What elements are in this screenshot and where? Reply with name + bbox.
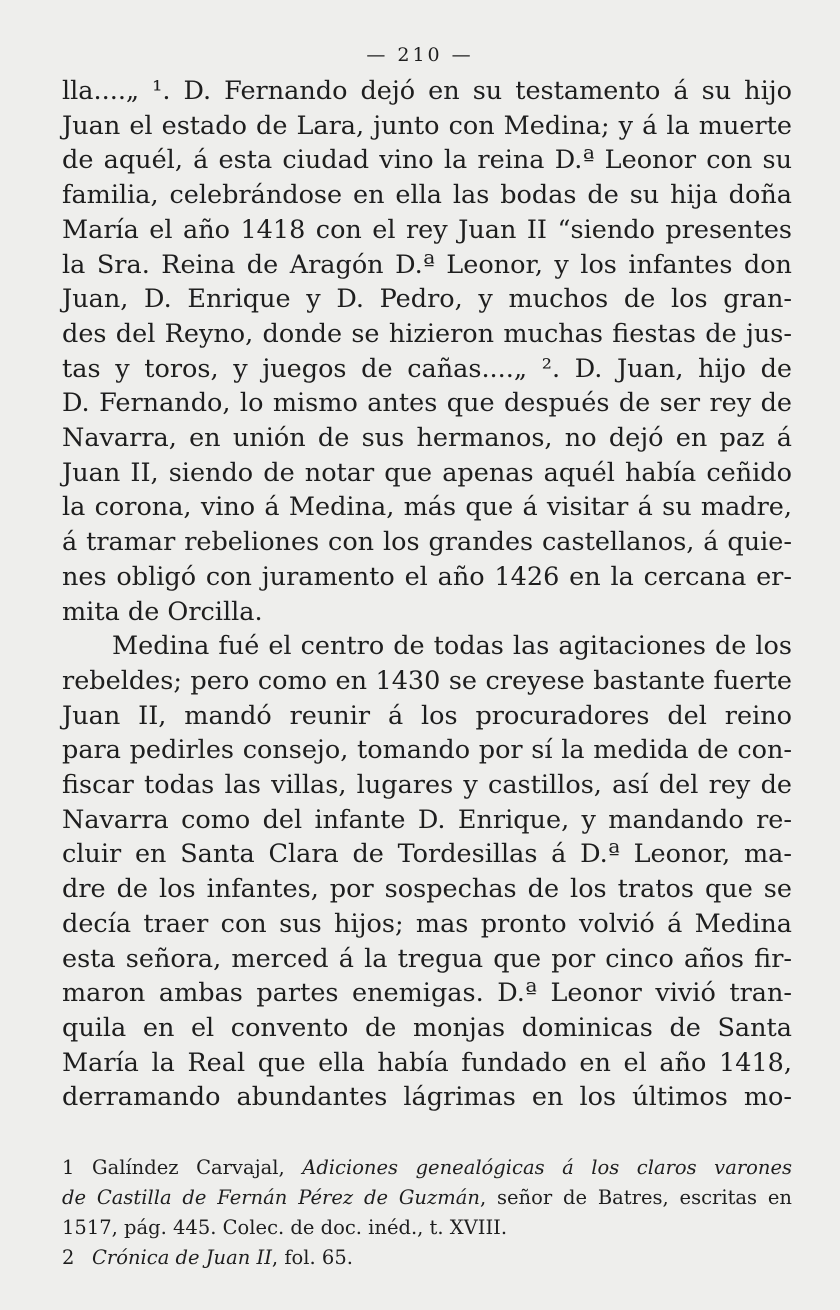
text-line: decía traer con sus hijos; mas pronto volvió á Medina: [62, 908, 792, 939]
text-line: de aquél, á esta ciudad vino la reina D.ª Leonor con su: [62, 145, 792, 176]
footnote-title: de Castilla de Fernán Pérez de Guzmán: [62, 1186, 480, 1209]
text-line: esta señora, merced á la tregua que por cinco años fir-: [62, 943, 792, 974]
footnote-1: [62, 1153, 792, 1183]
text-line: quila en el convento de monjas dominicas de Santa: [62, 1012, 792, 1043]
footnotes: [62, 1153, 792, 1273]
text-line: á tramar rebeliones con los grandes castellanos, á quie-: [62, 527, 792, 558]
text-line: D. Fernando, lo mismo antes que después de ser rey de: [62, 388, 792, 419]
footnote-title: Adiciones genealógicas á los claros varones: [302, 1156, 792, 1179]
text-line: tas y toros, y juegos de cañas....„ ². D. Juan, hijo de: [62, 353, 792, 384]
footnote-1-continuation: [62, 1183, 792, 1213]
text-line: des del Reyno, donde se hizieron muchas fiestas de jus-: [62, 318, 792, 349]
text-line: María la Real que ella había fundado en el año 1418,: [62, 1047, 792, 1078]
text-line: maron ambas partes enemigas. D.ª Leonor vivió tran-: [62, 978, 792, 1009]
text-line: familia, celebrándose en ella las bodas de su hija doña: [62, 180, 792, 211]
text-line: para pedirles consejo, tomando por sí la medida de con-: [62, 735, 792, 766]
text-line: Navarra, en unión de sus hermanos, no dejó en paz á: [62, 423, 792, 454]
page-number: — 210 —: [366, 44, 474, 66]
text-line: Juan el estado de Lara, junto con Medina; y á la muerte: [62, 110, 792, 141]
text-line: nes obligó con juramento el año 1426 en la cercana er-: [62, 561, 792, 592]
text-line: mita de Orcilla.: [62, 596, 263, 627]
footnote-number: 2: [62, 1246, 75, 1269]
footnote-title: Crónica de Juan II: [92, 1246, 272, 1269]
body-text: [62, 74, 792, 1115]
text-line: Juan, D. Enrique y D. Pedro, y muchos de los gran-: [62, 284, 792, 315]
text-line: la Sra. Reina de Aragón D.ª Leonor, y los infantes don: [62, 249, 792, 280]
footnote-2: [62, 1243, 792, 1273]
text-line: Medina fué el centro de todas las agitaciones de los: [112, 631, 792, 662]
text-line: María el año 1418 con el rey Juan II “siendo presentes: [62, 214, 792, 245]
footnote-text: , señor de Batres, escritas en: [479, 1186, 792, 1209]
footnote-text: , fol. 65.: [271, 1246, 353, 1269]
footnote-number: 1: [62, 1156, 75, 1179]
text-line: lla....„ ¹. D. Fernando dejó en su testamento á su hijo: [62, 76, 792, 106]
text-line: rebeldes; pero como en 1430 se creyese bastante fuerte: [62, 665, 792, 696]
text-line: la corona, vino á Medina, más que á visitar á su madre,: [62, 492, 792, 523]
footnote-1-end: 1517, pág. 445. Colec. de doc. inéd., t. XVIII.: [62, 1216, 508, 1239]
text-line: fiscar todas las villas, lugares y castillos, así del rey de: [62, 770, 792, 801]
text-line: Juan II, mandó reunir á los procuradores del reino: [62, 700, 792, 731]
text-line: cluir en Santa Clara de Tordesillas á D.ª Leonor, ma-: [62, 839, 792, 870]
text-line: derramando abundantes lágrimas en los últimos mo-: [62, 1082, 792, 1113]
text-line: Navarra como del infante D. Enrique, y mandando re-: [62, 804, 792, 835]
paragraph-1: [62, 74, 792, 629]
text-line: dre de los infantes, por sospechas de los tratos que se: [62, 874, 792, 905]
text-line: Juan II, siendo de notar que apenas aquél había ceñido: [62, 457, 792, 488]
footnote-author: Galíndez Carvajal,: [92, 1156, 303, 1179]
paragraph-2: [62, 629, 792, 1115]
